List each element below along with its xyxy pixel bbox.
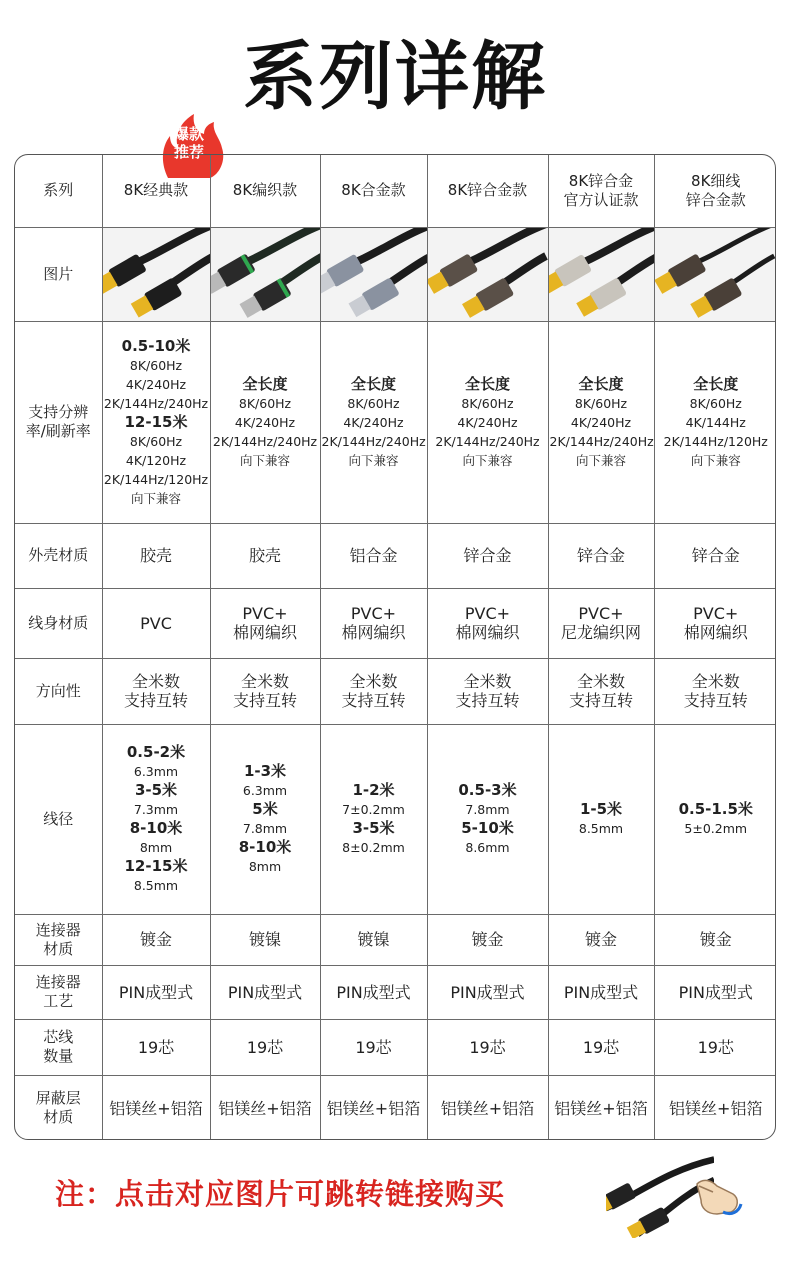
spec-heading: 全长度	[350, 374, 396, 393]
spec-value: 向下兼容	[690, 452, 741, 468]
row-connector-material	[15, 914, 776, 965]
body-cell	[427, 588, 548, 658]
spec-value: PVC+	[578, 604, 624, 623]
row-resolution	[15, 321, 776, 523]
resolution-cell	[320, 321, 427, 523]
spec-value: 棉网编织	[232, 623, 297, 642]
spec-value: 支持互转	[683, 691, 748, 710]
body-cell	[320, 588, 427, 658]
diameter-cell	[548, 724, 654, 914]
body-cell	[102, 588, 210, 658]
row-label-direction: 方向性	[15, 658, 102, 724]
spec-value: 全米数	[349, 672, 398, 691]
spec-heading: 1-3米	[243, 762, 287, 780]
shield-cell: 铝镁丝+铝箔	[210, 1075, 320, 1140]
spec-value: PVC+	[464, 604, 511, 623]
resolution-cell	[427, 321, 548, 523]
product-image-5[interactable]	[548, 227, 654, 321]
spec-value: 棉网编织	[683, 623, 748, 642]
spec-value: 支持互转	[123, 691, 188, 710]
diameter-cell	[102, 724, 210, 914]
row-shell	[15, 523, 776, 588]
spec-heading: 8-10米	[129, 819, 183, 837]
pointing-hand-icon	[693, 1172, 743, 1218]
resolution-cell	[654, 321, 776, 523]
badge-line2: 推荐	[173, 143, 204, 161]
series-name-4: 8K锌合金款	[427, 155, 548, 227]
connector-material-cell: 镀金	[654, 914, 776, 965]
connector-craft-cell: PIN成型式	[548, 965, 654, 1019]
shield-cell: 铝镁丝+铝箔	[654, 1075, 776, 1140]
spec-heading: 3-5米	[352, 819, 395, 837]
spec-heading: 0.5-2米	[126, 743, 186, 761]
spec-value: 4K/240Hz	[343, 414, 404, 430]
spec-value: 6.3mm	[133, 764, 179, 779]
spec-value: 8K/60Hz	[129, 357, 183, 373]
spec-value: 支持互转	[568, 691, 633, 710]
spec-heading: 全长度	[242, 374, 288, 393]
spec-value: 尼龙编织网	[560, 623, 641, 642]
spec-value: 向下兼容	[130, 490, 181, 506]
connector-material-cell: 镀镍	[210, 914, 320, 965]
spec-value: 8mm	[248, 859, 282, 874]
row-label-diameter: 线径	[15, 724, 102, 914]
spec-heading: 0.5-3米	[458, 781, 517, 799]
row-label-series: 系列	[15, 155, 102, 227]
connector-material-cell: 镀金	[548, 914, 654, 965]
spec-heading: 12-15米	[124, 857, 188, 875]
spec-value: 2K/144Hz/240Hz	[321, 433, 426, 449]
body-cell	[654, 588, 776, 658]
series-name-5: 8K锌合金 官方认证款	[548, 155, 654, 227]
row-label-connector-material: 连接器 材质	[15, 914, 102, 965]
row-label-body: 线身材质	[15, 588, 102, 658]
spec-value: 8K/60Hz	[347, 395, 400, 411]
spec-value: 全米数	[576, 672, 625, 691]
spec-heading: 1-2米	[352, 781, 395, 799]
connector-material-cell: 镀金	[427, 914, 548, 965]
diameter-cell	[427, 724, 548, 914]
spec-value: 2K/144Hz/120Hz	[103, 471, 209, 487]
direction-cell	[210, 658, 320, 724]
row-label-image: 图片	[15, 227, 102, 321]
series-name-6: 8K细线 锌合金款	[654, 155, 776, 227]
core-cell: 19芯	[427, 1019, 548, 1075]
spec-value: PVC+	[693, 604, 739, 623]
core-cell: 19芯	[210, 1019, 320, 1075]
connector-craft-cell: PIN成型式	[654, 965, 776, 1019]
spec-value: 向下兼容	[239, 452, 290, 468]
spec-value: 4K/240Hz	[457, 414, 518, 430]
spec-value: 8K/60Hz	[574, 395, 628, 411]
spec-value: 8mm	[139, 840, 173, 855]
row-label-shell: 外壳材质	[15, 523, 102, 588]
direction-cell	[654, 658, 776, 724]
spec-value: 4K/120Hz	[125, 452, 187, 468]
spec-value: 2K/144Hz/120Hz	[663, 433, 768, 449]
spec-heading: 全长度	[578, 374, 624, 393]
body-cell	[210, 588, 320, 658]
connector-craft-cell: PIN成型式	[427, 965, 548, 1019]
spec-value: 2K/144Hz/240Hz	[212, 433, 318, 449]
spec-value: 棉网编织	[341, 623, 406, 642]
shell-cell: 胶壳	[210, 523, 320, 588]
diameter-cell	[210, 724, 320, 914]
row-direction	[15, 658, 776, 724]
row-diameter	[15, 724, 776, 914]
series-comparison-table	[14, 154, 776, 1140]
connector-craft-cell: PIN成型式	[210, 965, 320, 1019]
spec-value: 6.3mm	[242, 783, 288, 798]
hdmi-cable-icon	[428, 228, 548, 320]
shield-cell: 铝镁丝+铝箔	[548, 1075, 654, 1140]
spec-heading: 全长度	[464, 374, 510, 393]
spec-value: 4K/240Hz	[234, 414, 296, 430]
core-cell: 19芯	[548, 1019, 654, 1075]
shield-cell: 铝镁丝+铝箔	[320, 1075, 427, 1140]
spec-heading: 全长度	[693, 374, 739, 393]
spec-value: 全米数	[463, 672, 512, 691]
spec-value: 8±0.2mm	[342, 840, 405, 855]
spec-value: 8.6mm	[465, 840, 510, 855]
series-name-3: 8K合金款	[320, 155, 427, 227]
row-core	[15, 1019, 776, 1075]
row-label-core: 芯线 数量	[15, 1019, 102, 1075]
spec-heading: 5米	[252, 800, 278, 818]
spec-value: 棉网编织	[455, 623, 520, 642]
spec-value: 7±0.2mm	[342, 802, 405, 817]
product-image-3[interactable]	[320, 227, 427, 321]
footer-note: 注：点击对应图片可跳转链接购买	[55, 1177, 506, 1211]
hdmi-cable-icon	[549, 228, 654, 320]
product-image-4[interactable]	[427, 227, 548, 321]
diameter-cell	[320, 724, 427, 914]
row-label-resolution: 支持分辨 率/刷新率	[15, 321, 102, 523]
spec-value: 4K/240Hz	[570, 414, 632, 430]
spec-value: 2K/144Hz/240Hz	[549, 433, 654, 449]
shield-cell: 铝镁丝+铝箔	[102, 1075, 210, 1140]
hdmi-cable-icon	[211, 228, 320, 320]
spec-heading: 0.5-1.5米	[678, 800, 753, 818]
direction-cell	[427, 658, 548, 724]
row-label-shield: 屏蔽层 材质	[15, 1075, 102, 1140]
spec-value: 向下兼容	[575, 452, 626, 468]
spec-value: PVC+	[242, 604, 288, 623]
row-image	[15, 227, 776, 321]
direction-cell	[102, 658, 210, 724]
spec-value: 8K/60Hz	[129, 433, 183, 449]
shell-cell: 铝合金	[320, 523, 427, 588]
row-body	[15, 588, 776, 658]
core-cell: 19芯	[320, 1019, 427, 1075]
direction-cell	[320, 658, 427, 724]
spec-value: 8K/60Hz	[238, 395, 292, 411]
spec-value: 向下兼容	[348, 452, 399, 468]
row-series	[15, 155, 776, 227]
body-cell	[548, 588, 654, 658]
spec-value: 支持互转	[455, 691, 520, 710]
shell-cell: 锌合金	[654, 523, 776, 588]
spec-value: 全米数	[691, 672, 740, 691]
connector-material-cell: 镀镍	[320, 914, 427, 965]
spec-value: PVC+	[350, 604, 397, 623]
page-title: 系列详解	[243, 34, 547, 120]
series-name-2: 8K编织款	[210, 155, 320, 227]
shell-cell: 胶壳	[102, 523, 210, 588]
spec-value: 8.5mm	[133, 878, 179, 893]
diameter-cell	[654, 724, 776, 914]
spec-value: 8K/60Hz	[461, 395, 514, 411]
spec-value: 7.8mm	[465, 802, 510, 817]
spec-value: 4K/240Hz	[125, 376, 187, 392]
badge-line1: 爆款	[173, 125, 204, 143]
spec-value: PVC	[140, 613, 172, 633]
spec-heading: 1-5米	[579, 800, 623, 818]
spec-value: 8K/60Hz	[689, 395, 742, 411]
row-shield	[15, 1075, 776, 1140]
spec-value: 5±0.2mm	[684, 821, 748, 836]
spec-value: 4K/144Hz	[685, 414, 746, 430]
row-label-connector-craft: 连接器 工艺	[15, 965, 102, 1019]
core-cell: 19芯	[654, 1019, 776, 1075]
core-cell: 19芯	[102, 1019, 210, 1075]
spec-value: 8.5mm	[578, 821, 624, 836]
spec-value: 2K/144Hz/240Hz	[435, 433, 540, 449]
shield-cell: 铝镁丝+铝箔	[427, 1075, 548, 1140]
spec-heading: 3-5米	[134, 781, 178, 799]
resolution-cell	[548, 321, 654, 523]
series-name-1: 8K经典款	[102, 155, 210, 227]
hdmi-cable-icon	[321, 228, 427, 320]
spec-heading: 0.5-10米	[121, 336, 191, 355]
direction-cell	[548, 658, 654, 724]
spec-value: 7.8mm	[242, 821, 288, 836]
resolution-cell	[102, 321, 210, 523]
spec-value: 2K/144Hz/240Hz	[103, 395, 209, 411]
shell-cell: 锌合金	[548, 523, 654, 588]
product-image-1[interactable]	[102, 227, 210, 321]
spec-heading: 8-10米	[238, 838, 292, 856]
resolution-cell	[210, 321, 320, 523]
product-image-2[interactable]	[210, 227, 320, 321]
spec-value: 7.3mm	[133, 802, 179, 817]
connector-craft-cell: PIN成型式	[320, 965, 427, 1019]
spec-value: 全米数	[240, 672, 289, 691]
connector-material-cell: 镀金	[102, 914, 210, 965]
spec-heading: 5-10米	[461, 819, 514, 837]
spec-value: 支持互转	[341, 691, 406, 710]
connector-craft-cell: PIN成型式	[102, 965, 210, 1019]
hdmi-cable-icon	[103, 228, 210, 320]
spec-value: 向下兼容	[462, 452, 513, 468]
product-image-6[interactable]	[654, 227, 776, 321]
spec-value: 全米数	[131, 672, 180, 691]
hdmi-cable-icon	[655, 228, 777, 320]
shell-cell: 锌合金	[427, 523, 548, 588]
spec-heading: 12-15米	[124, 412, 188, 431]
spec-value: 支持互转	[232, 691, 297, 710]
row-connector-craft	[15, 965, 776, 1019]
